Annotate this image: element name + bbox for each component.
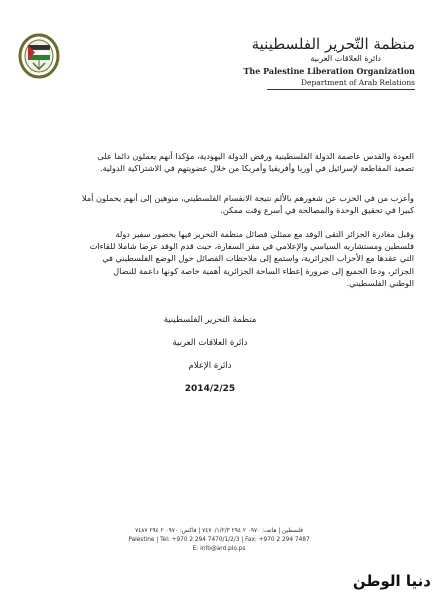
text-line: الوطني الفلسطيني. (346, 277, 414, 288)
department-english: Department of Arab Relations (301, 78, 415, 87)
org-name-arabic: منظمة التّحرير الفلسطينية (251, 35, 415, 53)
paragraph-3 (26, 228, 414, 289)
footer-contact-arabic: فلسطين | هاتف: ٠٩٧٠ ٢ ٢٩٤ ٧٤٧٠/١/٢/٣ | فاكس: ٠٩٧٠ ٢ ٢٩٤ ٧٤٨٧ (135, 528, 303, 534)
paragraph-2 (26, 192, 414, 216)
footer-contact-english: Palestine | Tel: +970 2 294 7470/1/2/3 | Fax: +970 2 294 7487 (128, 537, 310, 543)
watermark-logo: دنيا الوطن (352, 572, 431, 590)
letterhead (185, 35, 415, 88)
signature-date: 2014/2/25 (184, 384, 236, 394)
paragraph-1 (26, 150, 414, 174)
text-line: وأعرب من في الحزب عن شعورهم بالألم نتيجة الانقسام الفلسطيني، منوهين إلى أنهم يحملون أملا (81, 193, 414, 203)
signature-office: دائرة الإعلام (188, 361, 232, 371)
text-line: العودة والقدس عاصمة الدولة الفلسطينية ورفض الدولة اليهودية، مؤكدا أنهم يعملون دائما على (97, 151, 414, 161)
text-line: تصعيد المقاطعة لإسرائيل في أوربا وأفريقيا وأمريكا من خلال عضويتهم في الاشتراكية الدولية. (99, 163, 414, 174)
signature-org: منظمة التحرير الفلسطينية (163, 315, 257, 325)
text-line: فلسطين ومستشاريه السياسي والإعلامي في مقر السفارة، حيث قدم الوفد عرضا شاملا للقاءات (89, 241, 414, 252)
signature-department: دائرة العلاقات العربية (172, 338, 248, 348)
text-line: الجزائر، ودعا الجميع إلى ضرورة إعطاء الساحة الجزائرية أهمية خاصة كونها داعمة للنضال (113, 265, 414, 276)
org-name-english: The Palestine Liberation Organization (243, 66, 415, 76)
plo-emblem-logo (18, 33, 60, 79)
signature-block (110, 314, 310, 406)
department-arabic: دائرة العلاقات العربية (310, 54, 381, 63)
footer-email: E: info@ard.plo.ps (192, 546, 246, 552)
text-line: كبيرا في تحقيق الوحدة والمصالحة في أسرع وقت ممكن. (220, 205, 414, 216)
letter-footer (96, 527, 342, 554)
header-divider (267, 89, 415, 90)
text-line: التي عقدها مع الأحزاب الجزائرية، واستمع إلى ملاحظات الفصائل حول الوضع الفلسطيني في (102, 253, 414, 264)
text-line: وقبل مغادرة الجزائر التقى الوفد مع ممثلي فصائل منظمة التحرير فيها بحضور سفير دولة (115, 229, 414, 239)
